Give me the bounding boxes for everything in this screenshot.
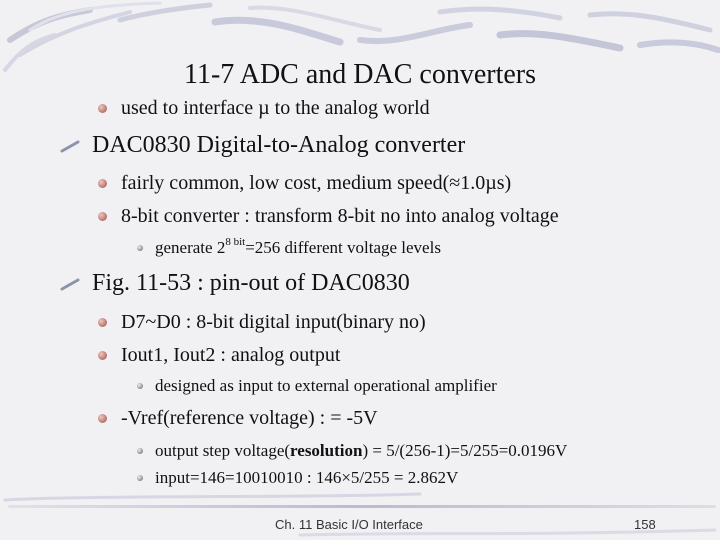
bullet-icon — [137, 383, 143, 389]
list-item — [98, 172, 511, 195]
section-heading-dac0830 — [60, 132, 465, 159]
bullet-icon — [98, 414, 107, 423]
list-subitem — [137, 468, 458, 488]
footer-text: Ch. 11 Basic I/O Interface — [275, 517, 423, 532]
list-item-text: D7~D0 : 8-bit digital input(binary no) — [121, 311, 426, 333]
list-subitem — [137, 238, 441, 258]
bullet-icon — [137, 448, 143, 454]
bullet-icon — [137, 245, 143, 251]
list-item — [98, 311, 426, 334]
intro-bullet-text: used to interface µ to the analog world — [121, 97, 430, 119]
page-number: 158 — [634, 517, 656, 532]
footer-divider — [8, 505, 716, 508]
list-item-text: -Vref(reference voltage) : = -5V — [121, 407, 378, 429]
dash-bullet-icon — [60, 139, 82, 153]
list-item — [98, 205, 559, 228]
slide-title: 11-7 ADC and DAC converters — [183, 59, 536, 90]
list-item-text: 8-bit converter : transform 8-bit no into analog voltage — [121, 205, 559, 227]
list-subitem-text: designed as input to external operational amplifier — [155, 376, 497, 395]
bullet-icon — [98, 179, 107, 188]
list-subitem-text: generate $2^{8 bit}=256$ different voltage levels — [155, 236, 441, 257]
list-item-text: fairly common, low cost, medium speed(≈1.0µs) — [121, 172, 512, 194]
list-subitem-text: output step voltage(resolution) = 5/(256-1)=5/255=0.0196V — [155, 441, 568, 460]
bullet-icon — [137, 475, 143, 481]
list-subitem-text: input=146=10010010 : 146×5/255 = 2.862V — [155, 468, 459, 487]
section-heading-text: Fig. 11-53 : pin-out of DAC0830 — [92, 270, 410, 296]
list-subitem — [137, 441, 567, 461]
section-heading-text: DAC0830 Digital-to-Analog converter — [92, 132, 466, 158]
bullet-icon — [98, 351, 107, 360]
list-subitem — [137, 376, 497, 396]
dash-bullet-icon — [60, 277, 82, 291]
intro-bullet — [98, 97, 430, 120]
bullet-icon — [98, 104, 107, 113]
section-heading-fig-11-53 — [60, 270, 410, 297]
bullet-icon — [98, 318, 107, 327]
list-item-text: Iout1, Iout2 : analog output — [121, 344, 341, 366]
list-item — [98, 344, 340, 367]
bullet-icon — [98, 212, 107, 221]
list-item — [98, 407, 378, 430]
